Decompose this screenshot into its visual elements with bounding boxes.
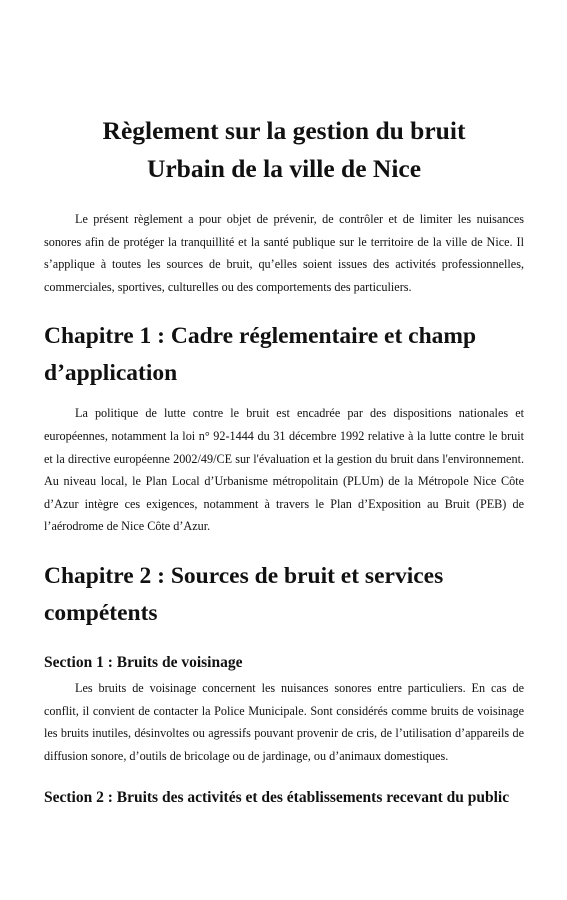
title-line-2: Urbain de la ville de Nice xyxy=(146,154,422,183)
title-line-1: Règlement sur la gestion du bruit xyxy=(102,116,466,145)
section-2-heading: Section 2 : Bruits des activités et des établissements recevant du public xyxy=(44,789,510,807)
section-1-heading: Section 1 : Bruits de voisinage xyxy=(44,653,243,671)
chapter-2-heading: Chapitre 2 : Sources de bruit et services compétents xyxy=(44,562,444,626)
document-title xyxy=(44,112,524,188)
intro-paragraph: Le présent règlement a pour objet de prévenir, de contrôler et de limiter les nuisances sonores afin de protéger la tranquillité et la santé publique sur le territoire de la ville de Nice. Il s’applique à toutes les sources de bruit, qu’elles soient issues des activités professionnelles, commerciales, sportives, culturelles ou des comportements des particuliers. xyxy=(44,212,524,294)
section-1-paragraph: Les bruits de voisinage concernent les nuisances sonores entre particuliers. En cas de conflit, il convient de contacter la Police Municipale. Sont considérés comme bruits de voisinage les bruits inutiles, désinvoltes ou agressifs pouvant provenir de cris, de l’utilisation d’appareils de diffusion sonore, d’outils de bricolage ou de jardinage, ou d’animaux domestiques. xyxy=(44,680,524,763)
chapter-1-heading: Chapitre 1 : Cadre réglementaire et champ d’application xyxy=(44,323,477,387)
chapter-1-paragraph: La politique de lutte contre le bruit est encadrée par des dispositions nationales et européennes, notamment la loi n° 92-1444 du 31 décembre 1992 relative à la lutte contre le bruit et la directive européenne 2002/49/CE sur l'évaluation et la gestion du bruit dans l'environnement. Au niveau local, le Plan Local d’Urbanisme métropolitain (PLUm) de la Métropole Nice Côte d’Azur intègre ces exigences, notamment à travers le Plan d’Exposition au Bruit (PEB) de l’aérodrome de Nice Côte d’Azur. xyxy=(44,406,524,534)
document-page xyxy=(44,112,524,812)
